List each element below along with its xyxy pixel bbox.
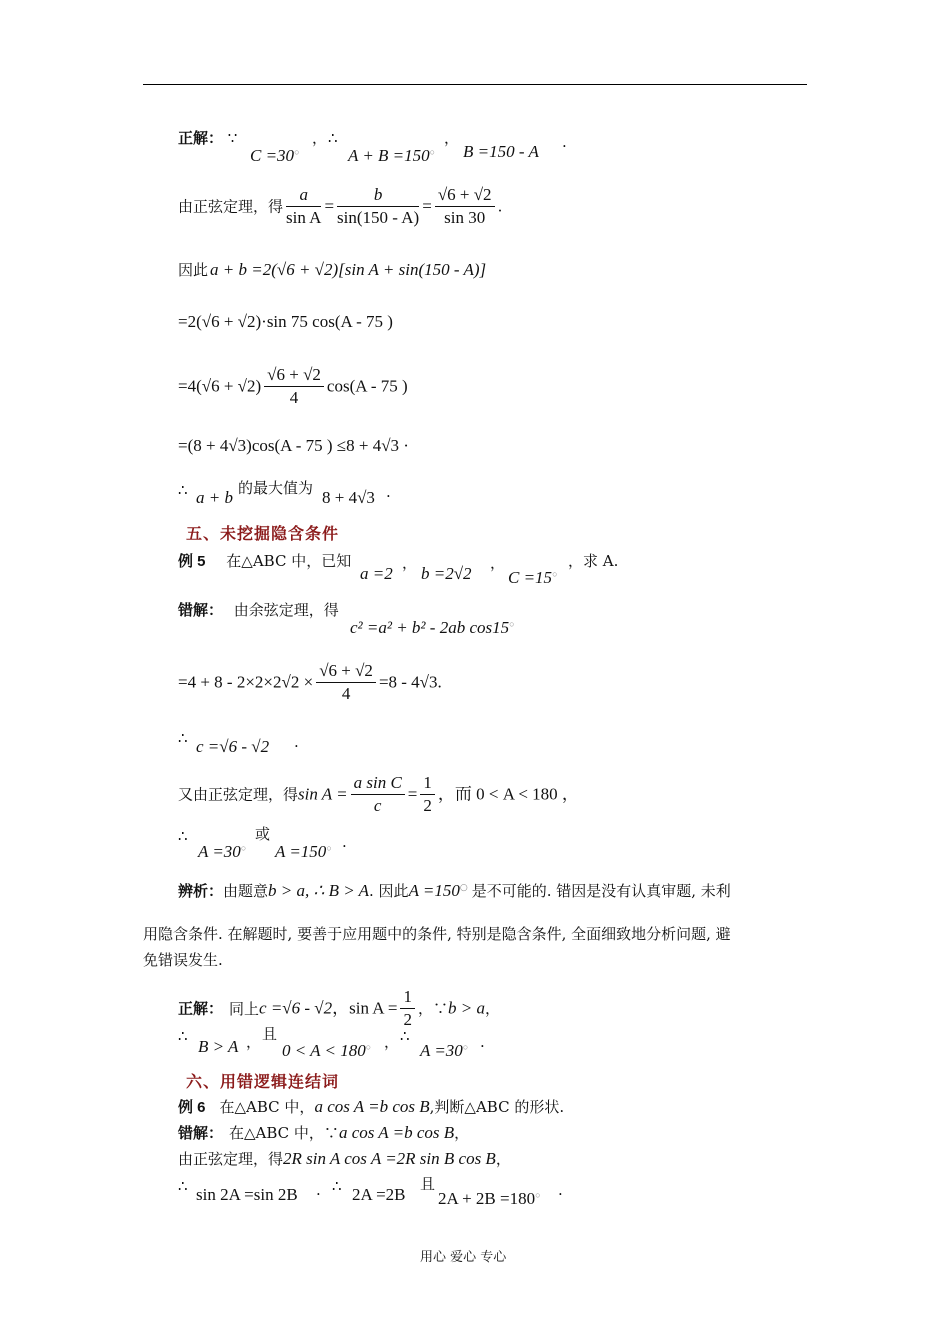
- sin-2a-equals-sin-2b: sin 2A =sin 2B: [196, 1185, 298, 1204]
- correct1-line: [178, 128, 237, 148]
- fraction-a-over-sinA: $\frac{a}{\text{sin A}}$: [286, 185, 322, 227]
- example-5-line: [178, 551, 351, 572]
- therefore-symbol: ∴: [178, 1177, 188, 1195]
- c-equals-30: C =30○: [250, 146, 300, 165]
- b-greater-a: B > A: [198, 1037, 239, 1056]
- therefore-symbol: ∴: [178, 481, 188, 499]
- condition-acosA-bcosB: a cos A =b cos B: [314, 1097, 430, 1116]
- 2a-plus-2b-equals-180: 2A + 2B =180○: [438, 1189, 541, 1208]
- hence-expression-1: a + b =2(√6 + √2)[sin A + sin(150 - A)]: [210, 260, 487, 279]
- cosine-line-2: =4 + 8 - 2×2×2√2 × $\frac{√6 + √2}{4}$ =8 - 4√3.: [178, 661, 442, 703]
- a-equals-2: a =2: [360, 564, 393, 583]
- hence-line-3: =4(√6 + √2) $\frac{√6 + √2}{4}$ cos(A - 75 ): [178, 365, 408, 407]
- therefore-symbol: ∴: [328, 129, 338, 147]
- a-equals-150: A =150: [408, 881, 460, 900]
- correct5-line: 正解： 同上c =√6 - √2，sin A = $\frac{1}{2}$ ，∵b > a，: [178, 987, 500, 1029]
- fraction-root-over-4: $\frac{√6 + √2}{4}$: [316, 660, 376, 705]
- fraction-one-half: $\frac{1}{2}$: [420, 772, 435, 817]
- hence-prefix: 因此: [178, 261, 209, 279]
- sine-law-line-2: 又由正弦定理，得sin A = $\frac{\text{a sin C}}{c}$ = $\frac{1}{2}$ ，而 0 < A < 180 ，: [178, 773, 579, 815]
- answer-a-150: A =150○: [275, 842, 332, 861]
- comma: ，: [490, 554, 506, 572]
- therefore-symbol: ∴: [178, 1027, 188, 1045]
- header-rule: [143, 84, 807, 85]
- analysis-line-1: 辨析：由题意b > a, ∴ B > A. 因此A =150○ 是不可能的. 错因是没有认真审题, 未利: [178, 881, 731, 900]
- c-value: c =√6 - √2: [196, 737, 270, 756]
- b-equals-2root2: b =2√2: [421, 564, 472, 583]
- cosine-formula: c² =a² + b² - 2ab cos15○: [350, 618, 515, 637]
- sine-law-prefix: 由正弦定理，得: [178, 197, 284, 216]
- hence-line-1: [178, 260, 486, 280]
- example-5-label: 例 5: [178, 553, 206, 570]
- hence-line-2: =2(√6 + √2)·sin 75 cos(A - 75 ): [178, 312, 393, 331]
- wrong6-line-1: 错解： 在△ABC 中，∵a cos A =b cos B，: [178, 1123, 470, 1142]
- b-greater-a: b > a: [268, 881, 306, 900]
- example-5-text: 在△ABC 中，已知: [226, 552, 352, 570]
- condition-acosA-bcosB: a cos A =b cos B: [338, 1123, 455, 1142]
- period: .: [562, 133, 567, 151]
- wrong-label: 错解：: [178, 601, 224, 619]
- find-a: ，求 A.: [568, 552, 619, 570]
- therefore-symbol: ∴: [178, 827, 188, 845]
- max-value-text: 的最大值为: [238, 479, 314, 497]
- section-5-heading: 五、未挖掘隐含条件: [186, 524, 340, 543]
- fraction-asinC-over-c: $\frac{\text{a sin C}}{c}$: [351, 772, 405, 817]
- c-value: c =√6 - √2: [259, 998, 333, 1018]
- answer-a-30: A =30○: [420, 1041, 469, 1060]
- range-0-180: 0 < A < 180○: [282, 1041, 372, 1060]
- correct-label: 正解：: [178, 129, 224, 147]
- hence-line-4: =(8 + 4√3)cos(A - 75 ) ≤8 + 4√3 ·: [178, 436, 409, 455]
- and-text: 且: [420, 1175, 436, 1193]
- or-text: 或: [255, 825, 271, 843]
- period: .: [316, 1181, 321, 1199]
- cosine-prefix: 由余弦定理，得: [233, 601, 339, 619]
- section-6-heading: 六、用错逻辑连结词: [186, 1072, 340, 1091]
- b-equals-150-minus-a: B =150 - A: [463, 142, 539, 161]
- 2a-equals-2b: 2A =2B: [352, 1185, 406, 1204]
- therefore-symbol: ∴: [178, 729, 188, 747]
- period: .: [558, 1181, 563, 1199]
- fraction-root-over-sin30: $\frac{√6 + √2}{\sin 30}$: [435, 184, 495, 229]
- period: .: [386, 483, 391, 501]
- answer-a-30: A =30○: [198, 842, 247, 861]
- period: .: [342, 833, 347, 851]
- comma: ，: [246, 1033, 262, 1051]
- example-6-line: 例 6 在△ABC 中，a cos A =b cos B,判断△ABC 的形状.: [178, 1097, 565, 1116]
- period: .: [294, 733, 299, 751]
- wrong6-line-2: 由正弦定理，得2R sin A cos A =2R sin B cos B，: [178, 1149, 511, 1168]
- analysis-line-3: 免错误发生.: [143, 951, 223, 969]
- wrong-label: 错解：: [178, 1124, 224, 1142]
- comma: ，: [384, 1033, 400, 1051]
- sine-law-line: 由正弦定理，得 $\frac{a}{\text{sin A}}$ = $\frac{b}{\sin(150 - A)}$ = $\frac{√6 + √2}{\sin 30}$ .: [178, 185, 503, 227]
- period: .: [480, 1033, 485, 1051]
- correct-label: 正解：: [178, 999, 224, 1018]
- a-plus-b-equals-150: A + B =150○: [348, 146, 436, 165]
- therefore-symbol: ∴: [400, 1027, 410, 1045]
- analysis-line-2: 用隐含条件. 在解题时, 要善于应用题中的条件, 特别是隐含条件, 全面细致地分析问题, 避: [143, 925, 731, 943]
- a-plus-b: a + b: [196, 488, 233, 507]
- analysis-label: 辨析：: [178, 882, 224, 900]
- comma: ，: [402, 554, 418, 572]
- fraction-root-over-4: $\frac{√6 + √2}{4}$: [264, 364, 324, 409]
- therefore-symbol: ∴: [332, 1177, 342, 1195]
- wrong5-line: [178, 600, 339, 620]
- example-6-label: 例 6: [178, 1099, 206, 1116]
- comma: ，: [312, 129, 328, 147]
- max-value: 8 + 4√3: [322, 488, 375, 507]
- page-footer: 用心 爱心 专心: [420, 1250, 507, 1265]
- because-symbol: ∵: [227, 129, 238, 147]
- c-equals-15: C =15○: [508, 568, 558, 587]
- fraction-one-half: $\frac{1}{2}$: [400, 986, 415, 1031]
- fraction-b-over-sin150: $\frac{b}{\sin(150 - A)}$: [337, 185, 420, 227]
- sine-equation: 2R sin A cos A =2R sin B cos B: [283, 1149, 496, 1168]
- comma: ，: [444, 129, 460, 147]
- and-text: 且: [262, 1025, 278, 1043]
